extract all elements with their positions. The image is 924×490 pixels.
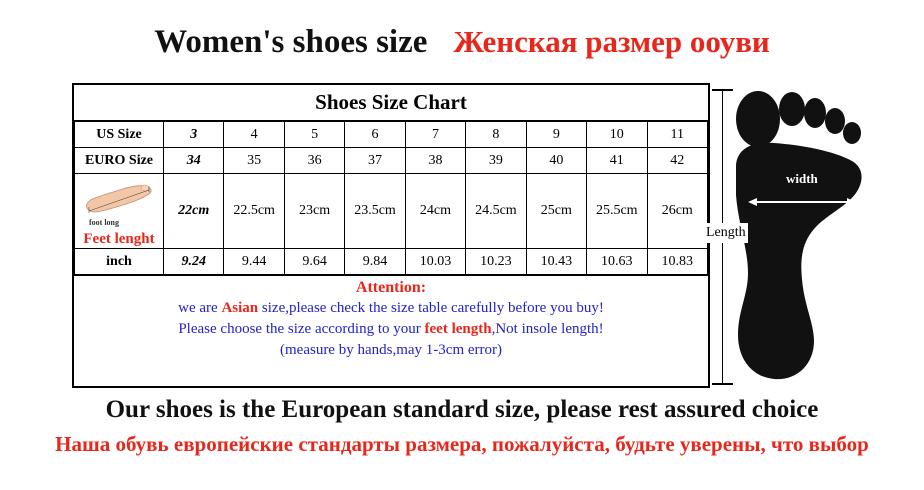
row-label-us-size: US Size xyxy=(75,122,164,148)
length-cap-bottom xyxy=(712,383,733,385)
cell-us-5: 5 xyxy=(284,122,344,148)
attention-line-1-part-a: we are xyxy=(178,300,222,316)
length-cap-top xyxy=(712,89,733,91)
foot-diagram xyxy=(700,83,910,388)
cell-inch-9-84: 9.84 xyxy=(345,249,405,275)
cell-inch-10-83: 10.83 xyxy=(647,249,708,275)
cell-feet-24cm: 24cm xyxy=(405,174,465,249)
row-label-euro-size: EURO Size xyxy=(75,148,164,174)
cell-feet-22cm: 22cm xyxy=(164,174,224,249)
feet-length-label: Feet lenght xyxy=(83,231,155,247)
attention-block xyxy=(74,275,708,361)
cell-us-7: 7 xyxy=(405,122,465,148)
cell-feet-22-5cm: 22.5cm xyxy=(224,174,284,249)
cell-us-9: 9 xyxy=(526,122,586,148)
attention-feet-length-highlight: feet length xyxy=(424,321,492,337)
foot-thumbnail-icon xyxy=(83,178,155,220)
table-row xyxy=(75,122,708,148)
cell-euro-36: 36 xyxy=(284,148,344,174)
cell-inch-9-64: 9.64 xyxy=(284,249,344,275)
cell-euro-41: 41 xyxy=(587,148,647,174)
cell-euro-35: 35 xyxy=(224,148,284,174)
cell-euro-39: 39 xyxy=(466,148,526,174)
cell-feet-25-5cm: 25.5cm xyxy=(587,174,647,249)
cell-us-4: 4 xyxy=(224,122,284,148)
row-label-feet-length xyxy=(75,174,164,249)
width-arrow-icon xyxy=(748,197,856,207)
cell-us-10: 10 xyxy=(587,122,647,148)
attention-line-2 xyxy=(74,319,708,340)
width-label: width xyxy=(786,171,818,186)
row-label-inch: inch xyxy=(75,249,164,275)
attention-line-3: (measure by hands,may 1-3cm error) xyxy=(280,342,502,358)
page-header xyxy=(0,16,924,68)
table-row xyxy=(75,249,708,275)
table-row xyxy=(75,148,708,174)
cell-inch-9-44: 9.44 xyxy=(224,249,284,275)
footer-line-ru: Наша обувь европейские стандарты размера, пожалуйста, будьте уверены, что выбор xyxy=(55,432,869,456)
attention-line-2-part-a: Please choose the size according to your xyxy=(178,321,425,337)
length-label: Length xyxy=(704,223,748,243)
cell-feet-23cm: 23cm xyxy=(284,174,344,249)
cell-us-11: 11 xyxy=(647,122,708,148)
footer-line-en: Our shoes is the European standard size, please rest assured choice xyxy=(105,396,819,423)
attention-line-2-part-c: ,Not insole length! xyxy=(491,321,604,337)
cell-euro-42: 42 xyxy=(647,148,708,174)
size-chart-box xyxy=(72,83,710,388)
cell-euro-40: 40 xyxy=(526,148,586,174)
attention-heading: Attention: xyxy=(355,279,427,296)
cell-us-8: 8 xyxy=(466,122,526,148)
cell-feet-23-5cm: 23.5cm xyxy=(345,174,405,249)
cell-feet-26cm: 26cm xyxy=(647,174,708,249)
page-footer xyxy=(0,396,924,457)
cell-inch-10-03: 10.03 xyxy=(405,249,465,275)
cell-feet-25cm: 25cm xyxy=(526,174,586,249)
cell-us-3: 3 xyxy=(164,122,224,148)
size-table xyxy=(74,121,708,275)
attention-line-1 xyxy=(74,298,708,319)
cell-feet-24-5cm: 24.5cm xyxy=(466,174,526,249)
page-title-en: Women's shoes size xyxy=(154,23,428,60)
table-row xyxy=(75,174,708,249)
cell-inch-10-43: 10.43 xyxy=(526,249,586,275)
cell-euro-37: 37 xyxy=(345,148,405,174)
foot-thumbnail-caption: foot long xyxy=(89,218,119,227)
cell-us-6: 6 xyxy=(345,122,405,148)
attention-line-1-part-c: size,please check the size table carefully before you buy! xyxy=(258,300,604,316)
cell-euro-38: 38 xyxy=(405,148,465,174)
cell-inch-10-63: 10.63 xyxy=(587,249,647,275)
cell-inch-10-23: 10.23 xyxy=(466,249,526,275)
chart-title: Shoes Size Chart xyxy=(74,85,708,121)
cell-euro-34: 34 xyxy=(164,148,224,174)
page-title-ru: Женская размер ооуви xyxy=(453,24,770,59)
cell-inch-9-24: 9.24 xyxy=(164,249,224,275)
attention-asian-highlight: Asian xyxy=(221,300,259,316)
